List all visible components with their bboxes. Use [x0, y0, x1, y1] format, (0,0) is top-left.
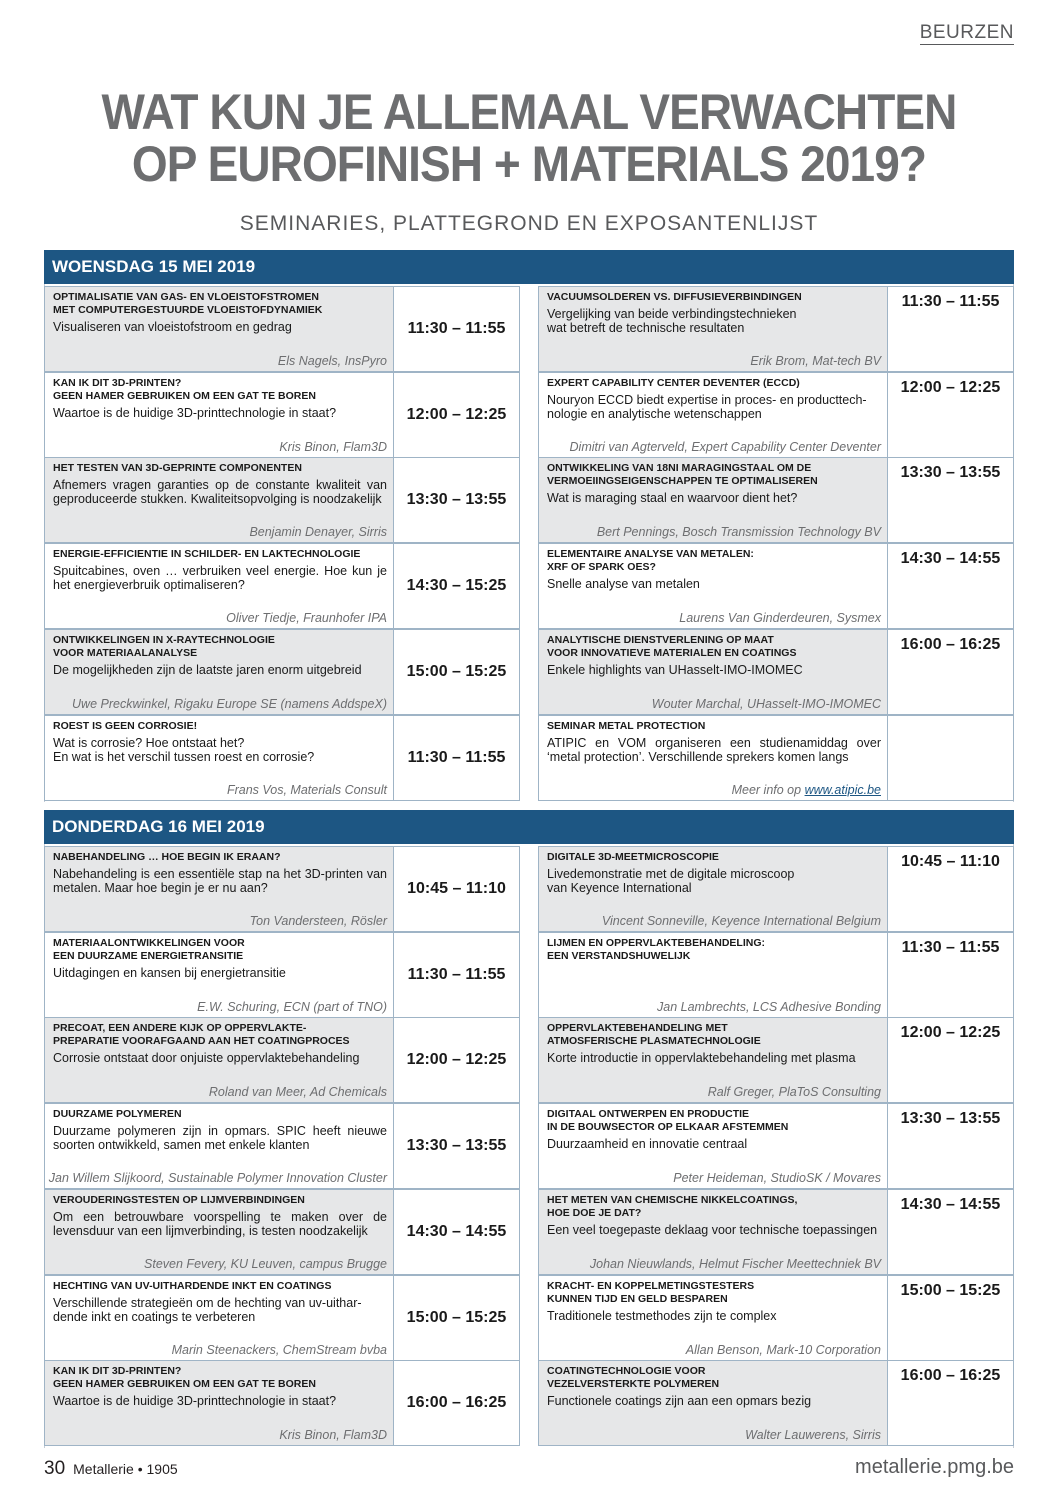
session-description: Waartoe is de huidige 3D-printtechnologie in staat?: [53, 405, 337, 420]
session-info: [45, 1018, 393, 1102]
session-title: NABEHANDELING … HOE BEGIN IK ERAAN?: [53, 851, 281, 863]
session-time: 13:30 – 13:55: [887, 1104, 1013, 1188]
footer-publication: [44, 1458, 178, 1480]
session-description: Enkele highlights van UHasselt-IMO-IMOMEC: [547, 662, 803, 677]
session-time: 14:30 – 15:25: [393, 544, 519, 628]
session-speaker: [732, 783, 881, 797]
session-speaker: Ralf Greger, PlaToS Consulting: [707, 1085, 881, 1100]
session-title: SEMINAR METAL PROTECTION: [547, 719, 706, 732]
session-card: [44, 1189, 520, 1275]
session-description: Waartoe is de huidige 3D-printtechnologie in staat?: [53, 1394, 337, 1409]
session-title: DIGITALE 3D-MEETMICROSCOPIE: [547, 851, 719, 863]
session-description: De mogelijkheden zijn de laatste jaren enorm uitgebreid: [53, 662, 362, 677]
session-time: 11:30 – 11:55: [393, 287, 519, 371]
session-title: PRECOAT, EEN ANDERE KIJK OP OPPERVLAKTE- PREPARATIE VOORAFGAAND AAN HET COATINGPROCES: [53, 1022, 350, 1048]
session-card: [538, 1017, 1014, 1103]
session-time: 12:00 – 12:25: [887, 1018, 1013, 1102]
session-info: [539, 847, 887, 931]
session-time: 14:30 – 14:55: [887, 1190, 1013, 1274]
session-speaker: Johan Nieuwlands, Helmut Fischer Meettechniek BV: [589, 1256, 881, 1271]
session-info: [45, 1190, 393, 1274]
session-info: [45, 933, 393, 1017]
page-title-line-1: WAT KUN JE ALLEMAAL VERWACHTEN: [101, 84, 957, 140]
session-speaker: Marin Steenackers, ChemStream bvba: [171, 1342, 387, 1357]
session-speaker: Frans Vos, Materials Consult: [226, 782, 387, 797]
session-card: [44, 846, 520, 932]
session-time: 15:00 – 15:25: [393, 630, 519, 714]
session-title: EXPERT CAPABILITY CENTER DEVENTER (ECCD): [547, 376, 800, 389]
session-title: OPPERVLAKTEBEHANDELING MET ATMOSFERISCHE PLASMATECHNOLOGIE: [547, 1022, 761, 1048]
session-info: [45, 1361, 393, 1445]
session-speaker: Laurens Van Ginderdeuren, Sysmex: [679, 611, 881, 626]
session-speaker: Wouter Marchal, UHasselt-IMO-IMOMEC: [651, 696, 881, 711]
page-number: 30: [44, 1458, 66, 1479]
session-card: [538, 932, 1014, 1018]
session-card: [44, 457, 520, 543]
session-info: [45, 1104, 393, 1188]
session-speaker: Roland van Meer, Ad Chemicals: [208, 1085, 387, 1100]
session-title: ONTWIKKELING VAN 18NI MARAGINGSTAAL OM DE VERMOEIINGSEIGENSCHAPPEN TE OPTIMALISEREN: [547, 462, 818, 488]
session-card: [538, 1103, 1014, 1189]
session-speaker: E.W. Schuring, ECN (part of TNO): [197, 999, 387, 1014]
session-description: Korte introductie in oppervlaktebehandeling met plasma: [547, 1051, 856, 1066]
session-info: [539, 1018, 887, 1102]
session-description: Snelle analyse van metalen: [547, 577, 700, 592]
session-card: [44, 1103, 520, 1189]
session-title: KAN IK DIT 3D-PRINTEN? GEEN HAMER GEBRUIKEN OM EEN GAT TE BOREN: [53, 1365, 316, 1391]
session-description: Een veel toegepaste deklaag voor technische toepassingen: [547, 1222, 878, 1237]
session-description: Traditionele testmethodes zijn te complex: [547, 1308, 777, 1323]
session-time: 11:30 – 11:55: [393, 933, 519, 1017]
session-title: ENERGIE-EFFICIENTIE IN SCHILDER- EN LAKTECHNOLOGIE: [53, 548, 361, 561]
session-speaker: Bert Pennings, Bosch Transmission Technology BV: [596, 525, 881, 540]
session-info: [539, 544, 887, 628]
session-speaker: Steven Fevery, KU Leuven, campus Brugge: [144, 1256, 387, 1271]
session-card: [538, 1275, 1014, 1361]
session-card: [44, 1275, 520, 1361]
publication-issue: Metallerie • 1905: [73, 1461, 178, 1477]
session-speaker: Ton Vandersteen, Rösler: [249, 914, 387, 928]
session-title: LIJMEN EN OPPERVLAKTEBEHANDELING: EEN VERSTANDSHUWELIJK: [547, 936, 765, 962]
session-info: [539, 1361, 887, 1445]
session-info: [45, 630, 393, 714]
session-card: [538, 372, 1014, 458]
session-description: Wat is maraging staal en waarvoor dient het?: [547, 491, 798, 506]
session-speaker: Kris Binon, Flam3D: [279, 1428, 387, 1443]
session-info: [539, 1276, 887, 1360]
session-description: Wat is corrosie? Hoe ontstaat het? En wat is het verschil tussen roest en corrosie?: [53, 735, 315, 764]
session-time: 10:45 – 11:10: [887, 847, 1013, 931]
day-header-wednesday: WOENSDAG 15 MEI 2019: [44, 250, 1014, 284]
session-card: [538, 1189, 1014, 1275]
session-description: Functionele coatings zijn aan een opmars bezig: [547, 1394, 812, 1409]
session-info: [539, 373, 887, 457]
session-title: KAN IK DIT 3D-PRINTEN? GEEN HAMER GEBRUIKEN OM EEN GAT TE BOREN: [53, 376, 316, 402]
session-title: VEROUDERINGSTESTEN OP LIJMVERBINDINGEN: [53, 1193, 305, 1206]
session-time: 13:30 – 13:55: [393, 1104, 519, 1188]
more-info-link[interactable]: www.atipic.be: [804, 782, 881, 797]
session-time: 12:00 – 12:25: [393, 373, 519, 457]
session-speaker: Els Nagels, InsPyro: [277, 354, 387, 368]
section-tag: BEURZEN: [919, 22, 1014, 43]
session-description: Spuitcabines, oven … verbruiken veel energie. Hoe kun je het energieverbruik optimaliseren?: [53, 564, 387, 593]
session-description: Livedemonstratie met de digitale microscoop van Keyence International: [547, 867, 795, 895]
session-speaker: Vincent Sonneville, Keyence International Belgium: [601, 914, 881, 928]
session-description: Verschillende strategieën om de hechting van uv-uithar- dende inkt en coatings te verbeteren: [53, 1295, 362, 1324]
session-title: ROEST IS GEEN CORROSIE!: [53, 719, 198, 732]
page-subtitle: SEMINARIES, PLATTEGROND EN EXPOSANTENLIJST: [239, 212, 819, 235]
session-speaker: Dimitri van Agterveld, Expert Capability Center Deventer: [569, 439, 881, 454]
session-info: [539, 287, 887, 371]
session-title: COATINGTECHNOLOGIE VOOR VEZELVERSTERKTE POLYMEREN: [547, 1365, 720, 1391]
session-card: [538, 457, 1014, 543]
session-title: DIGITAAL ONTWERPEN EN PRODUCTIE IN DE BOUWSECTOR OP ELKAAR AFSTEMMEN: [547, 1108, 789, 1134]
session-description: Afnemers vragen garanties op de constante kwaliteit van geproduceerde stukken. Kwaliteitsopvolging is noodzakelijk: [53, 478, 387, 507]
session-speaker: Kris Binon, Flam3D: [279, 439, 387, 454]
session-card: [44, 932, 520, 1018]
session-card: [44, 1017, 520, 1103]
session-info: [45, 373, 393, 457]
session-info: [45, 716, 393, 800]
session-info: [539, 933, 887, 1017]
session-description: ATIPIC en VOM organiseren een studienamiddag over ‘metal protection’. Verschillende sprekers komen langs: [547, 735, 881, 764]
session-description: Uitdagingen en kansen bij energietransitie: [53, 965, 286, 980]
session-description: Nabehandeling is een essentiële stap na het 3D-printen van metalen. Maar hoe begin je er nu aan?: [53, 867, 387, 895]
more-info-label: Meer info op: [731, 782, 805, 797]
session-speaker: Walter Lauwerens, Sirris: [745, 1428, 881, 1443]
session-description: Visualiseren van vloeistofstroom en gedrag: [53, 320, 292, 334]
session-title: MATERIAALONTWIKKELINGEN VOOR EEN DUURZAME ENERGIETRANSITIE: [53, 936, 245, 962]
session-time: 15:00 – 15:25: [887, 1276, 1013, 1360]
session-time: 13:30 – 13:55: [887, 458, 1013, 542]
session-card: [538, 543, 1014, 629]
session-time: [887, 716, 1013, 800]
session-description: Vergelijking van beide verbindingstechnieken wat betreft de technische resultaten: [547, 307, 797, 335]
session-time: 11:30 – 11:55: [887, 287, 1013, 371]
session-description: Duurzame polymeren zijn in opmars. SPIC heeft nieuwe soorten ontwikkeld, samen met enkele klanten: [53, 1124, 387, 1153]
session-info: [539, 630, 887, 714]
session-title: HET METEN VAN CHEMISCHE NIKKELCOATINGS, HOE DOE JE DAT?: [547, 1193, 798, 1219]
session-card: [538, 629, 1014, 715]
session-title: KRACHT- EN KOPPELMETINGSTESTERS KUNNEN TIJD EN GELD BESPAREN: [547, 1279, 755, 1305]
session-info: [45, 458, 393, 542]
session-card: [538, 715, 1014, 801]
session-time: 12:00 – 12:25: [393, 1018, 519, 1102]
session-speaker: Allan Benson, Mark-10 Corporation: [685, 1342, 881, 1357]
session-time: 11:30 – 11:55: [887, 933, 1013, 1017]
session-time: 11:30 – 11:55: [393, 716, 519, 800]
session-card: [44, 715, 520, 801]
page-title-line-2: OP EUROFINISH + MATERIALS 2019?: [131, 136, 927, 192]
session-card: [538, 1360, 1014, 1446]
session-info: [45, 1276, 393, 1360]
session-info: [539, 458, 887, 542]
session-info: [539, 1104, 887, 1188]
session-time: 15:00 – 15:25: [393, 1276, 519, 1360]
day-header-thursday: DONDERDAG 16 MEI 2019: [44, 810, 1014, 844]
session-info: [539, 716, 887, 800]
session-info: [45, 847, 393, 931]
session-info: [45, 544, 393, 628]
session-card: [44, 372, 520, 458]
session-card: [538, 286, 1014, 372]
session-speaker: Jan Lambrechts, LCS Adhesive Bonding: [657, 999, 881, 1014]
session-info: [45, 287, 393, 371]
session-title: OPTIMALISATIE VAN GAS- EN VLOEISTOFSTROMEN MET COMPUTERGESTUURDE VLOEISTOFDYNAMIEK: [53, 291, 323, 316]
session-description: Om een betrouwbare voorspelling te maken over de levensduur van een lijmverbinding, is testen noodzakelijk: [53, 1209, 387, 1238]
session-card: [44, 1360, 520, 1446]
session-card: [44, 286, 520, 372]
session-title: VACUUMSOLDEREN VS. DIFFUSIEVERBINDINGEN: [547, 291, 802, 303]
session-title: HET TESTEN VAN 3D-GEPRINTE COMPONENTEN: [53, 462, 302, 475]
session-title: ONTWIKKELINGEN IN X-RAYTECHNOLOGIE VOOR MATERIAALANALYSE: [53, 633, 275, 659]
session-time: 16:00 – 16:25: [887, 1361, 1013, 1445]
session-speaker: Peter Heideman, StudioSK / Movares: [673, 1171, 881, 1186]
session-time: 10:45 – 11:10: [393, 847, 519, 931]
session-title: HECHTING VAN UV-UITHARDENDE INKT EN COATINGS: [53, 1279, 332, 1292]
session-time: 16:00 – 16:25: [887, 630, 1013, 714]
session-title: DUURZAME POLYMEREN: [53, 1108, 182, 1121]
session-description: Corrosie ontstaat door onjuiste oppervlaktebehandeling: [53, 1051, 360, 1066]
session-speaker: Jan Willem Slijkoord, Sustainable Polymer Innovation Cluster: [48, 1171, 387, 1186]
session-card: [44, 543, 520, 629]
session-speaker: Benjamin Denayer, Sirris: [249, 525, 387, 540]
session-time: 13:30 – 13:55: [393, 458, 519, 542]
session-card: [44, 629, 520, 715]
footer-website[interactable]: metallerie.pmg.be: [855, 1456, 1014, 1478]
session-card: [538, 846, 1014, 932]
session-title: ELEMENTAIRE ANALYSE VAN METALEN: XRF OF SPARK OES?: [547, 548, 754, 574]
session-time: 14:30 – 14:55: [887, 544, 1013, 628]
session-description: Nouryon ECCD biedt expertise in proces- en producttech- nologie en analytische wetenschappen: [547, 392, 867, 421]
session-time: 16:00 – 16:25: [393, 1361, 519, 1445]
session-title: ANALYTISCHE DIENSTVERLENING OP MAAT VOOR INNOVATIEVE MATERIALEN EN COATINGS: [547, 633, 797, 659]
session-description: Duurzaamheid en innovatie centraal: [547, 1137, 748, 1152]
session-time: 12:00 – 12:25: [887, 373, 1013, 457]
session-speaker: Oliver Tiedje, Fraunhofer IPA: [226, 611, 387, 626]
session-info: [539, 1190, 887, 1274]
page-title: [42, 86, 1015, 190]
session-speaker: Uwe Preckwinkel, Rigaku Europe SE (namens AddspeX): [72, 696, 387, 711]
session-time: 14:30 – 14:55: [393, 1190, 519, 1274]
session-speaker: Erik Brom, Mat-tech BV: [750, 354, 881, 368]
